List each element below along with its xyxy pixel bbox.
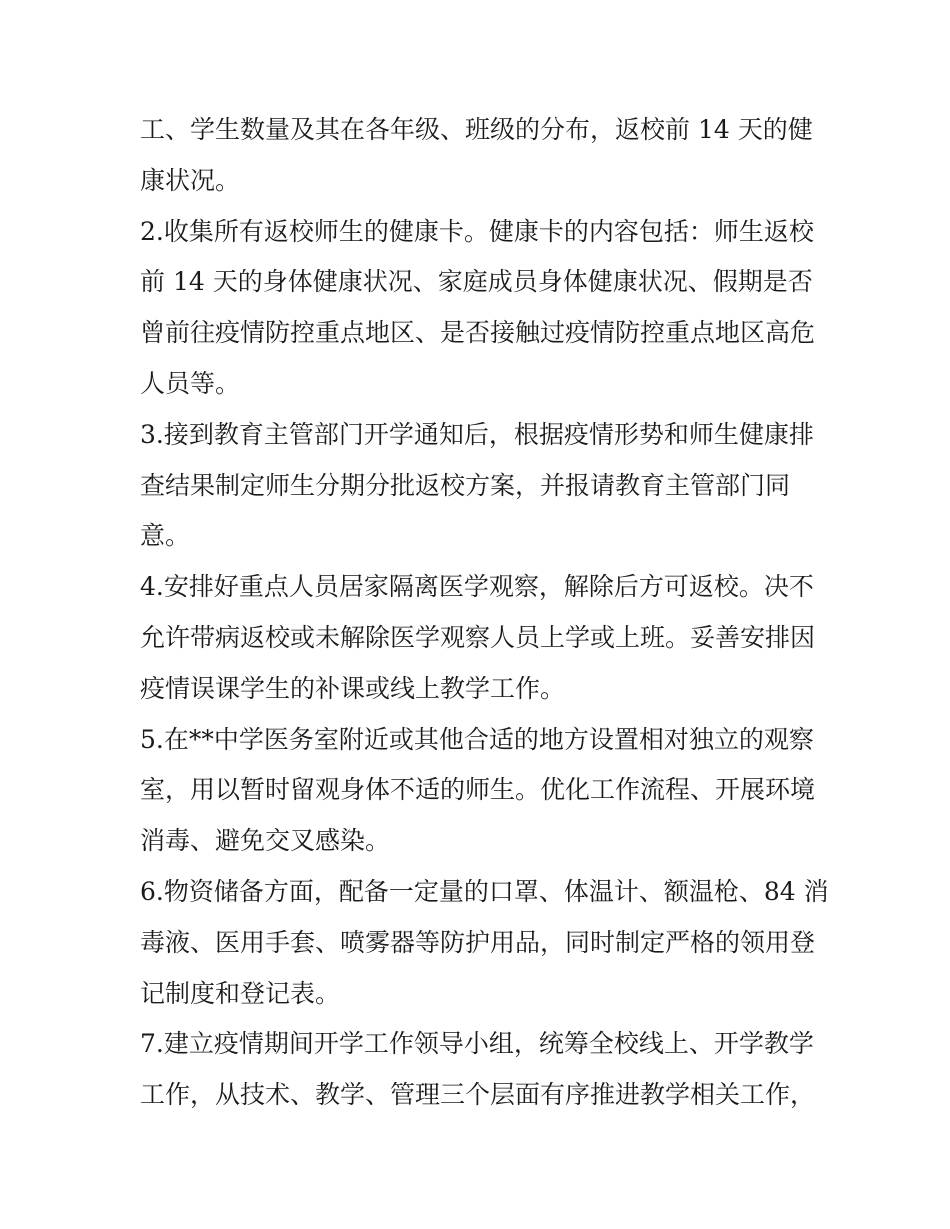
document-body	[140, 105, 830, 1121]
text-line: 毒液、医用手套、喷雾器等防护用品，同时制定严格的领用登	[140, 927, 816, 957]
text-line: 5.在**中学医务室附近或其他合适的地方设置相对独立的观察	[140, 724, 814, 754]
text-line: 室，用以暂时留观身体不适的师生。优化工作流程、开展环境	[140, 775, 816, 805]
text-line: 意。	[140, 521, 191, 551]
text-line: 工、学生数量及其在各年级、班级的分布，返校前 14 天的健	[140, 115, 813, 144]
text-line: 4.安排好重点人员居家隔离医学观察，解除后方可返校。决不	[140, 572, 814, 602]
text-line: 2.收集所有返校师生的健康卡。健康卡的内容包括：师生返校	[140, 216, 814, 246]
text-line: 3.接到教育主管部门开学通知后，根据疫情形势和师生健康排	[140, 419, 814, 449]
text-line: 消毒、避免交叉感染。	[140, 826, 391, 856]
text-line: 允许带病返校或未解除医学观察人员上学或上班。妥善安排因	[140, 622, 816, 652]
text-line: 6.物资储备方面，配备一定量的口罩、体温计、额温枪、84 消	[140, 876, 829, 906]
text-line: 疫情误课学生的补课或线上教学工作。	[140, 673, 566, 703]
text-line: 7.建立疫情期间开学工作领导小组，统筹全校线上、开学教学	[140, 1029, 814, 1059]
text-line: 前 14 天的身体健康状况、家庭成员身体健康状况、假期是否	[140, 267, 813, 297]
text-line: 查结果制定师生分期分批返校方案，并报请教育主管部门同	[140, 470, 791, 500]
text-line: 人员等。	[140, 368, 241, 398]
text-line: 康状况。	[140, 165, 241, 195]
text-line: 记制度和登记表。	[140, 978, 341, 1008]
text-line: 工作，从技术、教学、管理三个层面有序推进教学相关工作，	[140, 1080, 816, 1110]
text-line: 曾前往疫情防控重点地区、是否接触过疫情防控重点地区高危	[140, 318, 816, 348]
